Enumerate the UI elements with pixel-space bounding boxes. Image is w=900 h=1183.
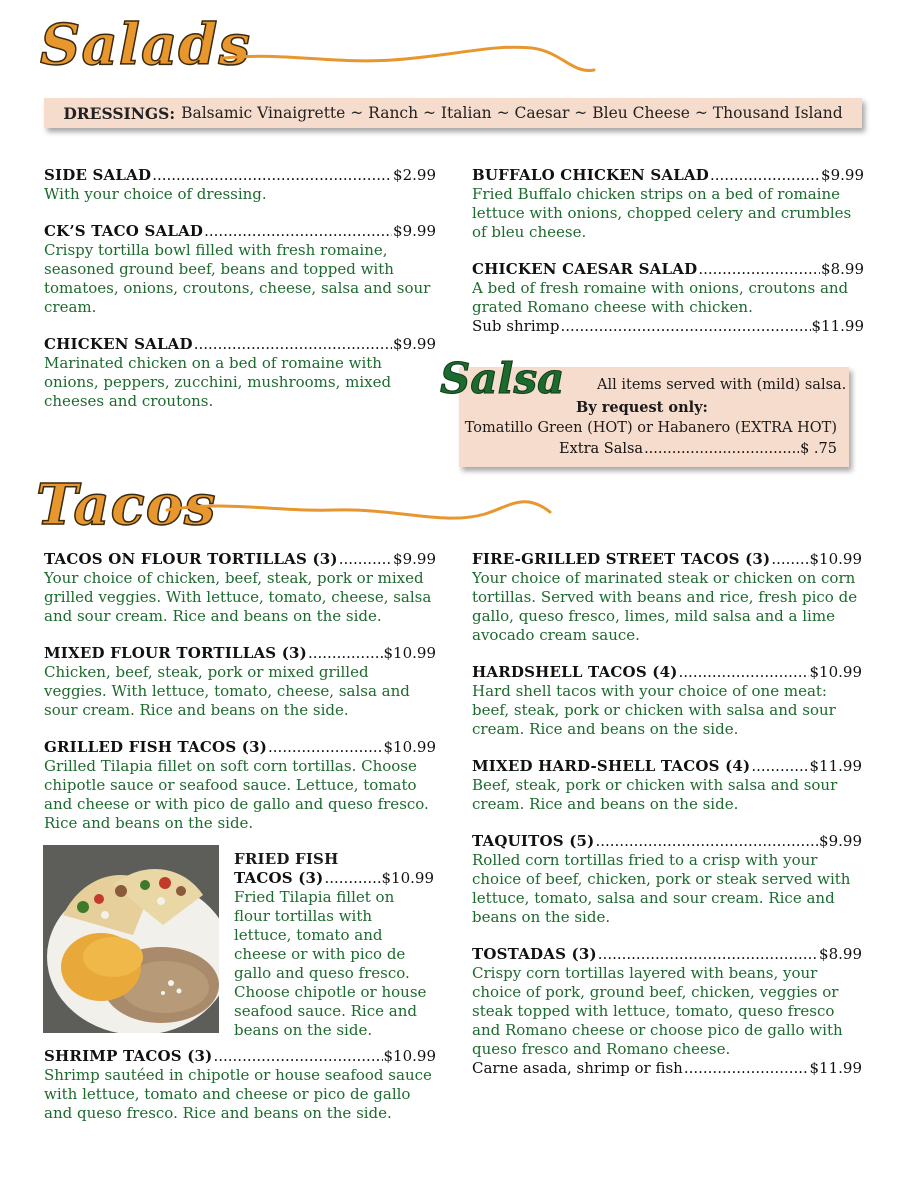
- menu-item: [472, 945, 862, 1078]
- item-description: Fried Tilapia fillet on flour tortillas with lettuce, tomato and cheese or with pico de gallo and queso fresco. Choose chipotle or house seafood sauce. Rice and beans on the side.: [234, 888, 427, 1039]
- extra-price: $11.99: [809, 1059, 862, 1077]
- extra-label: Sub shrimp: [472, 317, 560, 335]
- menu-item: [44, 1047, 436, 1123]
- menu-item: [472, 260, 864, 336]
- item-name: MIXED HARD-SHELL TACOS (4): [472, 757, 751, 775]
- shrimp-tacos-item: [44, 1047, 436, 1141]
- item-price: $9.99: [821, 166, 864, 184]
- salsa-extra: [559, 439, 837, 459]
- salads-left-column: [44, 166, 436, 429]
- tacos-swoosh-decoration: [165, 490, 555, 540]
- item-price: $10.99: [381, 869, 434, 887]
- item-description: Crispy tortilla bowl filled with fresh romaine, seasoned ground beef, beans and topped with tomatoes, onions, croutons, cheese, salsa and sour cream.: [44, 241, 431, 316]
- extra-price: $11.99: [811, 317, 864, 335]
- menu-item: [44, 222, 436, 317]
- item-description: Rolled corn tortillas fried to a crisp with your choice of beef, chicken, pork or steak served with lettuce, tomato, salsa and sour cream. Rice and beans on the side.: [472, 851, 851, 926]
- item-name: CHICKEN CAESAR SALAD: [472, 260, 698, 278]
- tacos-left-column: [44, 550, 436, 851]
- item-price: $9.99: [393, 550, 436, 568]
- item-price: $9.99: [393, 222, 436, 240]
- item-name: FIRE-GRILLED STREET TACOS (3): [472, 550, 771, 568]
- item-name-line-2: TACOS (3): [234, 869, 324, 887]
- item-name: GRILLED FISH TACOS (3): [44, 738, 268, 756]
- item-description: Shrimp sautéed in chipotle or house seafood sauce with lettuce, tomato and cheese or pico de gallo and queso fresco. Rice and beans on the side.: [44, 1066, 432, 1122]
- fried-fish-item: [234, 850, 434, 1040]
- item-name: TACOS ON FLOUR TORTILLAS (3): [44, 550, 338, 568]
- item-price: $11.99: [809, 757, 862, 775]
- item-name-line-1: FRIED FISH: [234, 850, 339, 868]
- salads-title: Salads: [40, 12, 251, 78]
- menu-item: [44, 738, 436, 833]
- item-price: $10.99: [383, 738, 436, 756]
- menu-item: [44, 166, 436, 204]
- item-description: Hard shell tacos with your choice of one meat: beef, steak, pork or chicken with salsa and sour cream. Rice and beans on the side.: [472, 682, 836, 738]
- item-extra: [472, 1059, 862, 1078]
- item-name: MIXED FLOUR TORTILLAS (3): [44, 644, 307, 662]
- item-price: $2.99: [393, 166, 436, 184]
- item-name: BUFFALO CHICKEN SALAD: [472, 166, 709, 184]
- dressings-label: DRESSINGS:: [63, 103, 176, 123]
- menu-item: [44, 335, 436, 411]
- item-name: SIDE SALAD: [44, 166, 152, 184]
- salsa-title: Salsa: [440, 354, 565, 403]
- extra-price: $ .75: [800, 441, 837, 457]
- item-description: Grilled Tilapia fillet on soft corn tortillas. Choose chipotle sauce or seafood sauce. Lettuce, tomato and cheese or with pico de gallo and queso fresco. Rice and beans on the side.: [44, 757, 429, 832]
- dressings-bar: [44, 98, 862, 128]
- salads-swoosh-decoration: [222, 40, 602, 100]
- item-description: Fried Buffalo chicken strips on a bed of romaine lettuce with onions, chopped celery and crumbles of bleu cheese.: [472, 185, 852, 241]
- menu-item: [472, 757, 862, 814]
- item-description: With your choice of dressing.: [44, 185, 267, 203]
- item-price: $9.99: [393, 335, 436, 353]
- menu-item: [472, 663, 862, 739]
- tacos-right-column: [472, 550, 862, 1096]
- item-price: $8.99: [821, 260, 864, 278]
- item-name: CK’S TACO SALAD: [44, 222, 204, 240]
- item-price: $8.99: [819, 945, 862, 963]
- item-description: Chicken, beef, steak, pork or mixed grilled veggies. With lettuce, tomato, cheese, salsa and sour cream. Rice and beans on the side.: [44, 663, 410, 719]
- salsa-line-3: Tomatillo Green (HOT) or Habanero (EXTRA HOT): [464, 420, 837, 436]
- menu-item: [472, 166, 864, 242]
- extra-label: Extra Salsa: [559, 441, 644, 457]
- item-description: A bed of fresh romaine with onions, croutons and grated Romano cheese with chicken.: [472, 279, 849, 316]
- item-price: $10.99: [383, 644, 436, 662]
- item-price: $10.99: [809, 663, 862, 681]
- item-description: Beef, steak, pork or chicken with salsa and sour cream. Rice and beans on the side.: [472, 776, 838, 813]
- item-price: $9.99: [819, 832, 862, 850]
- salsa-line-1: All items served with (mild) salsa.: [597, 377, 847, 393]
- item-name: SHRIMP TACOS (3): [44, 1047, 213, 1065]
- item-name: TOSTADAS (3): [472, 945, 597, 963]
- item-description: Marinated chicken on a bed of romaine with onions, peppers, zucchini, mushrooms, mixed cheeses and croutons.: [44, 354, 392, 410]
- fish-tacos-photo: [43, 845, 219, 1033]
- extra-label: Carne asada, shrimp or fish: [472, 1059, 683, 1077]
- menu-item: [472, 550, 862, 645]
- item-extra: [472, 317, 864, 336]
- salads-right-column: [472, 166, 864, 354]
- item-name: HARDSHELL TACOS (4): [472, 663, 678, 681]
- item-description: Crispy corn tortillas layered with beans, your choice of pork, ground beef, chicken, veggies or steak topped with lettuce, tomato, queso fresco and Romano cheese or choose pico de gallo with queso fresco and Romano cheese.: [472, 964, 843, 1058]
- menu-item: [44, 644, 436, 720]
- tacos-title: Tacos: [36, 472, 217, 538]
- item-price: $10.99: [809, 550, 862, 568]
- item-description: Your choice of marinated steak or chicken on corn tortillas. Served with beans and rice, fresh pico de gallo, queso fresco, limes, mild salsa and a lime avocado cream sauce.: [472, 569, 858, 644]
- item-name: TAQUITOS (5): [472, 832, 595, 850]
- menu-item: [472, 832, 862, 927]
- item-price: $10.99: [383, 1047, 436, 1065]
- dressings-list: Balsamic Vinaigrette ~ Ranch ~ Italian ~ Caesar ~ Bleu Cheese ~ Thousand Island: [181, 104, 843, 122]
- salsa-line-2: By request only:: [576, 399, 708, 416]
- item-description: Your choice of chicken, beef, steak, pork or mixed grilled veggies. With lettuce, tomato, cheese, salsa and sour cream. Rice and beans on the side.: [44, 569, 432, 625]
- menu-item: [44, 550, 436, 626]
- item-name: CHICKEN SALAD: [44, 335, 193, 353]
